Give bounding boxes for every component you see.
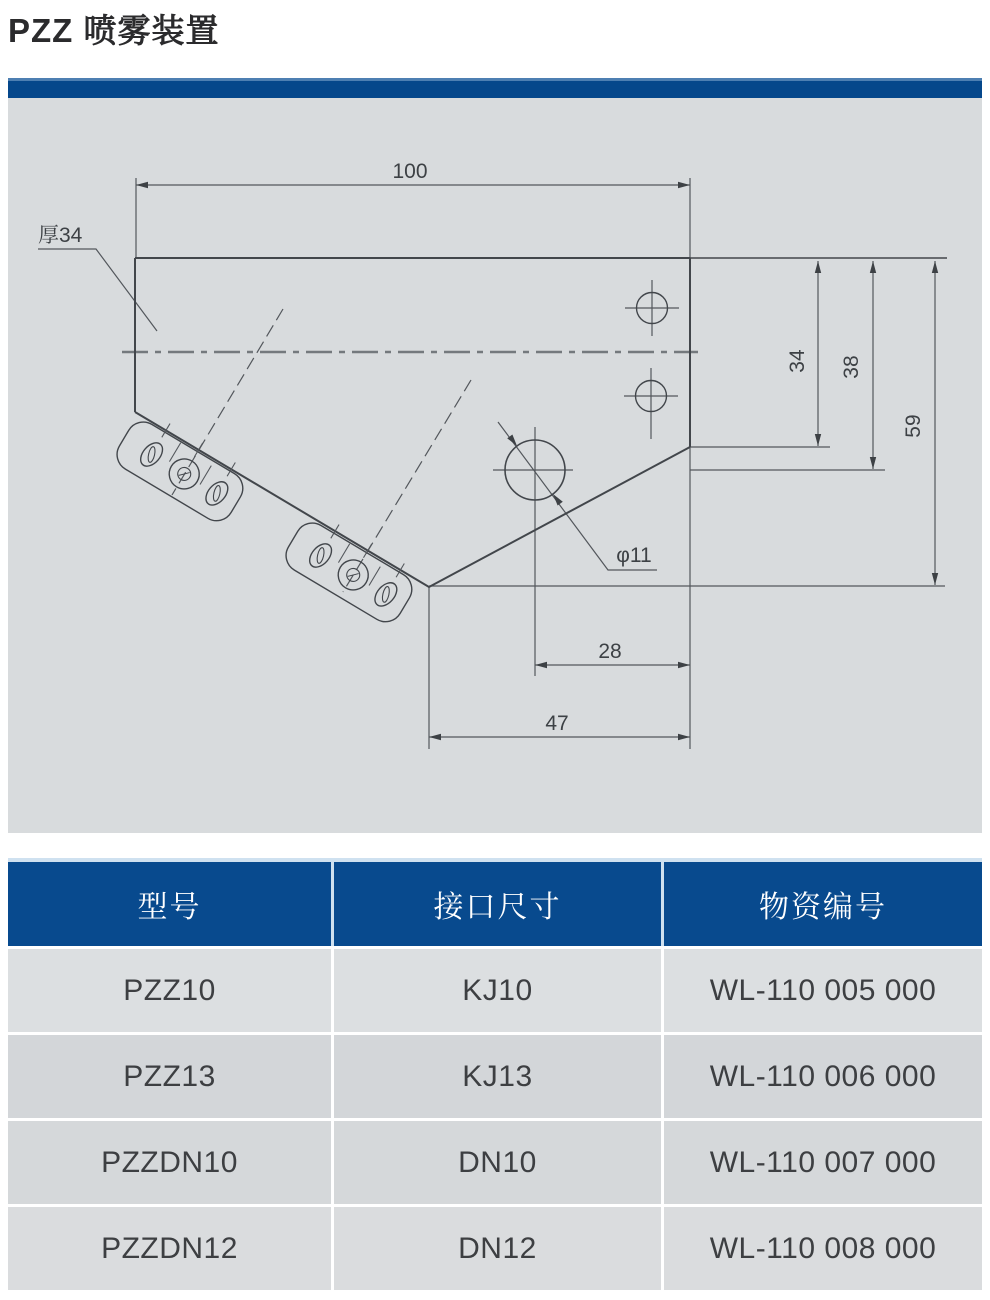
dim-100: 100 <box>392 160 428 183</box>
table-cell-model: PZZDN12 <box>8 1207 331 1290</box>
spec-table <box>8 858 982 1290</box>
table-cell-code: WL-110 006 000 <box>664 1035 982 1118</box>
table-header-row <box>8 862 982 946</box>
dim-28: 28 <box>598 640 622 663</box>
dim-thickness: 厚34 <box>38 224 83 247</box>
nozzle-plate-1 <box>111 407 254 527</box>
nozzle-plate-2 <box>280 508 423 628</box>
table-cell-code: WL-110 008 000 <box>664 1207 982 1290</box>
header-interface-size: 接口尺寸 <box>334 862 661 946</box>
dim-38: 38 <box>840 355 863 379</box>
table-cell-model: PZZ10 <box>8 949 331 1032</box>
dim-59: 59 <box>902 414 925 438</box>
dim-hole-diameter: φ11 <box>616 544 652 567</box>
table-body <box>8 946 982 1290</box>
blue-divider-bar <box>8 78 982 98</box>
header-material-code: 物资编号 <box>664 862 982 946</box>
table-cell-code: WL-110 005 000 <box>664 949 982 1032</box>
table-cell-model: PZZ13 <box>8 1035 331 1118</box>
table-cell-interface: DN10 <box>334 1121 661 1204</box>
header-model: 型号 <box>8 862 331 946</box>
technical-drawing <box>8 98 982 833</box>
table-cell-interface: KJ10 <box>334 949 661 1032</box>
table-cell-interface: DN12 <box>334 1207 661 1290</box>
page-title: PZZ 喷雾装置 <box>8 12 220 49</box>
dim-34: 34 <box>786 349 809 373</box>
dim-47: 47 <box>545 712 569 735</box>
table-cell-code: WL-110 007 000 <box>664 1121 982 1204</box>
table-cell-interface: KJ13 <box>334 1035 661 1118</box>
table-cell-model: PZZDN10 <box>8 1121 331 1204</box>
drawing-panel <box>8 98 982 833</box>
